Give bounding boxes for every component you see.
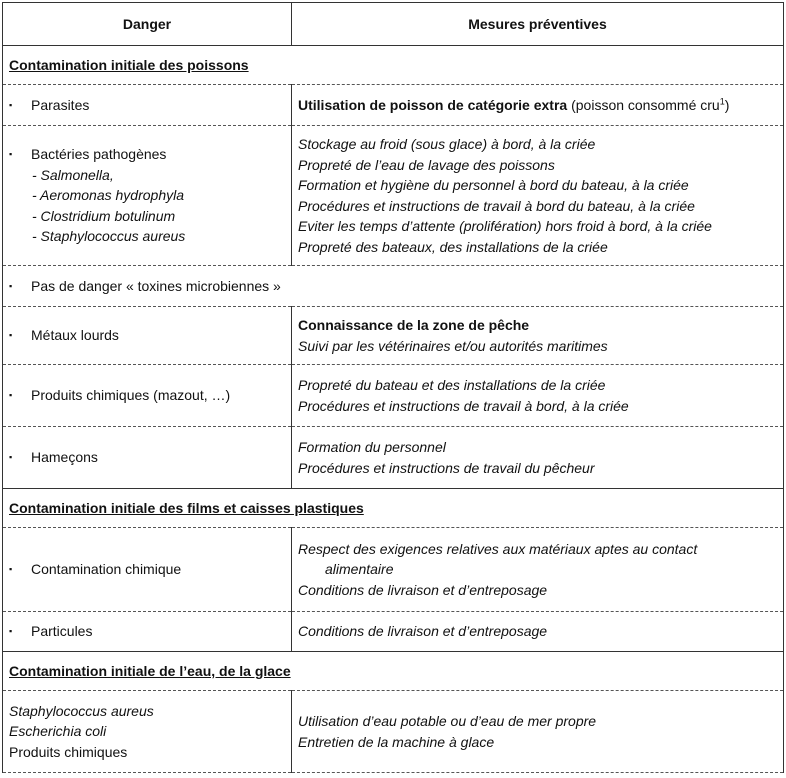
danger-label: Produits chimiques (mazout, …) [31,387,231,404]
measure-item: Stockage au froid (sous glace) à bord, à la criée [298,136,596,152]
header-mesures: Mesures préventives [292,3,784,46]
measure-item: alimentaire [325,561,394,578]
danger-label: Particules [31,623,93,640]
footnote-mark: 1 [719,96,725,107]
table-row [3,126,784,266]
danger-cell [3,691,292,773]
mesures-cell [292,365,784,427]
danger-label: Escherichia coli [9,723,107,740]
measure-item: Propreté de l’eau de lavage des poissons [298,156,555,173]
measure-item: Respect des exigences relatives aux matériaux aptes au contact [298,540,698,557]
table-row [3,691,784,773]
section-row [3,652,784,691]
measure-item: Suivi par les vétérinaires et/ou autorités maritimes [298,337,608,354]
bullet-icon: ▪ [9,390,13,401]
measure-item: Procédures et instructions de travail à bord du bateau, à la criée [298,197,695,214]
measure-item: Utilisation d’eau potable ou d’eau de mer propre [298,713,597,729]
section-title-poissons: Contamination initiale des poissons [3,46,784,85]
bullet-icon: ▪ [9,149,13,160]
danger-label: Métaux lourds [31,327,119,344]
danger-label: Staphylococcus aureus [9,702,154,719]
danger-label: Pas de danger « toxines microbiennes » [31,277,281,294]
header-row [3,3,784,46]
mesures-cell [292,85,784,126]
danger-label: Hameçons [31,449,98,466]
danger-cell [3,85,292,126]
table-row [3,365,784,427]
table-row [3,528,784,612]
measure-item: Conditions de livraison et d’entreposage [298,623,548,640]
danger-label: Bactéries pathogènes [31,146,167,163]
pathogen-item: - Clostridium botulinum [32,207,176,224]
danger-cell [3,365,292,427]
hazard-table [2,2,784,773]
danger-cell [3,307,292,365]
mesures-cell [292,307,784,365]
pathogen-item: - Salmonella, [32,166,114,183]
table-row [3,266,784,307]
bullet-icon: ▪ [9,564,13,575]
mesures-cell [292,691,784,773]
mesures-cell [292,528,784,612]
bullet-icon: ▪ [9,452,13,463]
measure-item: Conditions de livraison et d’entreposage [298,581,548,598]
danger-cell [3,612,292,652]
bullet-icon: ▪ [9,626,13,637]
danger-label: Contamination chimique [31,561,182,578]
section-row [3,46,784,85]
danger-label: Parasites [31,96,90,113]
table-row [3,612,784,652]
bullet-icon: ▪ [9,330,13,341]
measure-item: Entretien de la machine à glace [298,733,495,750]
section-title-eau: Contamination initiale de l’eau, de la glace [3,652,784,691]
mesures-cell [292,126,784,266]
danger-cell [3,266,784,307]
measure-item: Propreté du bateau et des installations de la criée [298,377,606,393]
measure-item: Propreté des bateaux, des installations de la criée [298,238,608,255]
measure-item: Procédures et instructions de travail du pêcheur [298,459,595,476]
section-row [3,489,784,528]
bullet-icon: ▪ [9,280,13,291]
danger-cell [3,126,292,266]
section-title-films: Contamination initiale des films et caisses plastiques [3,489,784,528]
danger-cell [3,528,292,612]
measure-item: Eviter les temps d’attente (prolifération) hors froid à bord, à la criée [298,218,712,234]
measure-bold: poisson de catégorie extra [389,96,568,113]
measure-text: (poisson consommé cru [567,96,720,113]
measure-text: ) [724,96,730,113]
pathogen-item: - Aeromonas hydrophyla [32,187,185,204]
measure-item: Formation et hygiène du personnel à bord du bateau, à la criée [298,177,689,193]
bullet-icon: ▪ [9,99,13,110]
mesures-cell [292,427,784,489]
danger-label: Produits chimiques [9,743,128,760]
table-row [3,85,784,126]
measure-text: Utilisation de [298,96,390,113]
mesures-cell [292,612,784,652]
pathogen-item: - Staphylococcus aureus [32,228,186,245]
danger-cell [3,427,292,489]
measure-item: Formation du personnel [298,439,446,455]
measure-item: Connaissance de la zone de pêche [298,317,530,333]
table-row [3,307,784,365]
measure-item: Procédures et instructions de travail à bord, à la criée [298,397,629,414]
table-row [3,427,784,489]
header-danger: Danger [3,3,292,46]
